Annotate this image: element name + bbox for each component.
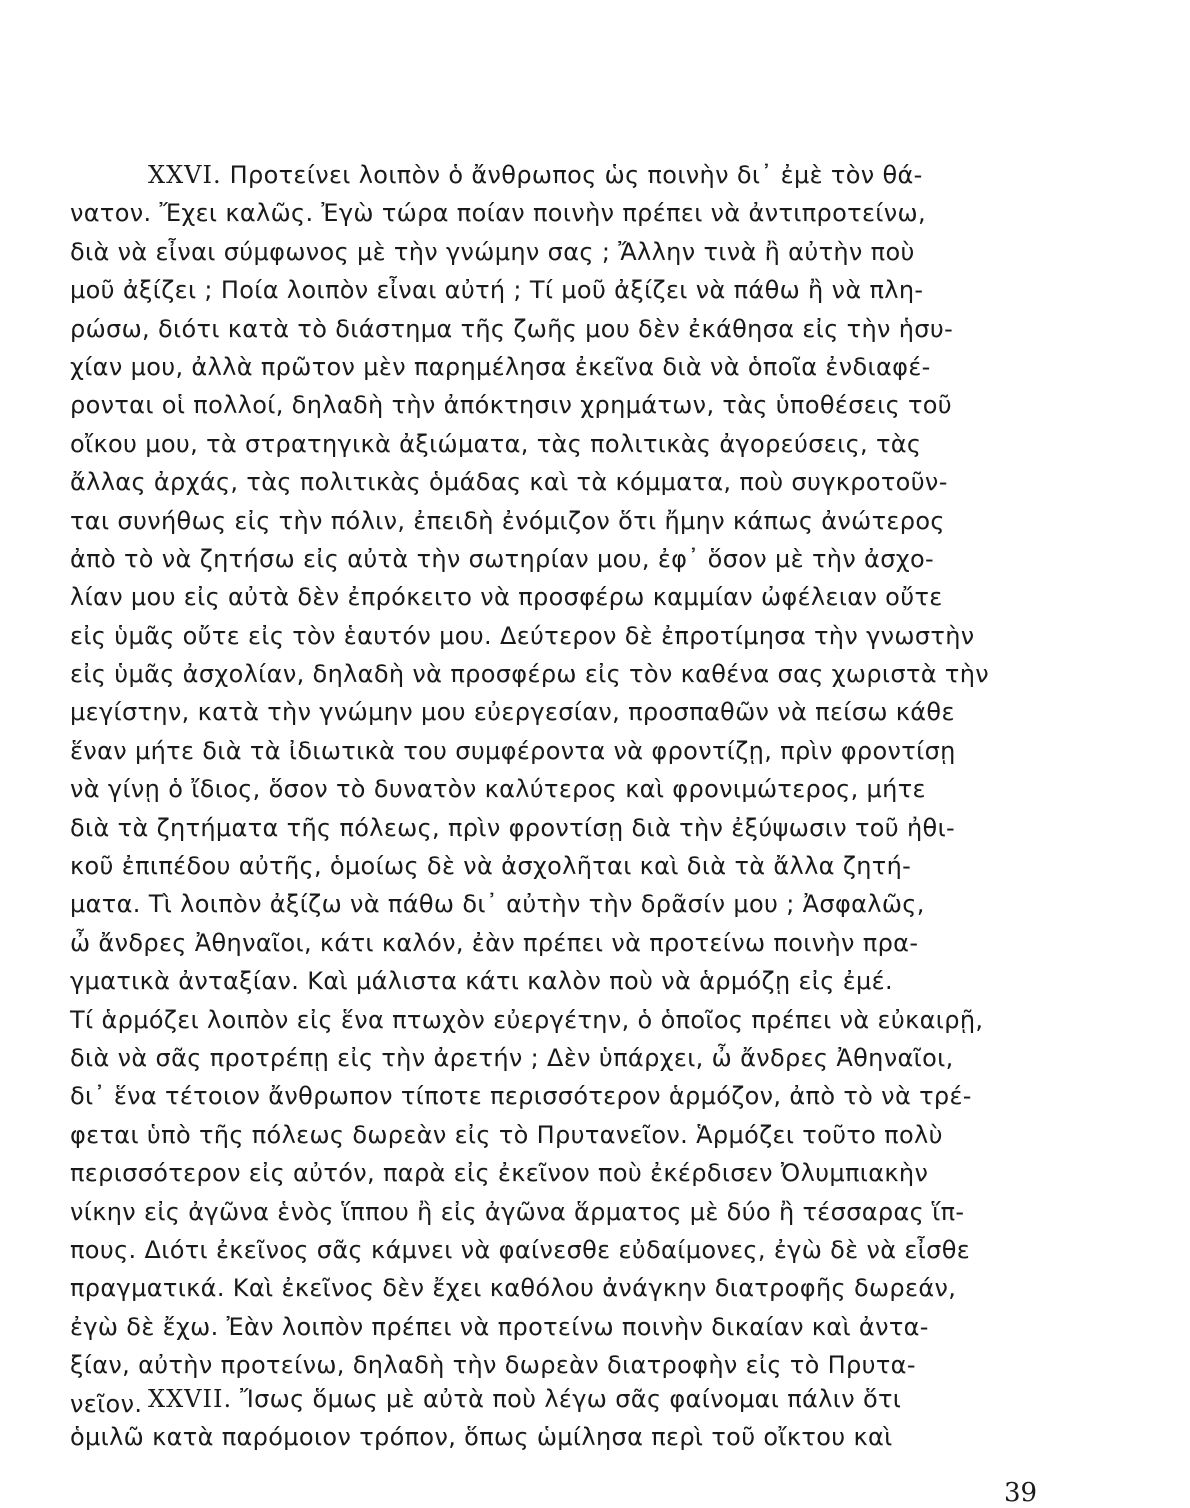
line-text: Προτείνει λοιπὸν ὁ ἄνθρωπος ὡς ποινὴν δι᾽ ἐμὲ τὸν θά- [221, 161, 923, 189]
text-line [70, 578, 1150, 616]
line-text: οἴκου μου, τὰ στρατηγικὰ ἀξιώματα, τὰς πολιτικὰς ἀγορεύσεις, τὰς [70, 429, 922, 458]
text-line [70, 962, 1150, 1000]
line-text: νὰ γίνῃ ὁ ἴδιος, ὅσον τὸ δυνατὸν καλύτερος καὶ φρονιμώτερος, μήτε [70, 775, 926, 804]
text-line [70, 271, 1150, 309]
line-text: εἰς ὑμᾶς οὔτε εἰς τὸν ἑαυτόν μου. Δεύτερον δὲ ἐπροτίμησα τὴν γνωστὴν [70, 621, 975, 650]
text-line [70, 386, 1150, 424]
text-line [70, 540, 1150, 578]
text-line [70, 233, 1150, 271]
line-text: ρώσω, διότι κατὰ τὸ διάστημα τῆς ζωῆς μου δὲν ἐκάθησα εἰς τὴν ἡσυ- [70, 314, 954, 343]
text-line [70, 348, 1150, 386]
text-line [70, 156, 1150, 194]
line-text: μοῦ ἀξίζει ; Ποία λοιπὸν εἶναι αὐτή ; Τί μοῦ ἀξίζει νὰ πάθω ἢ νὰ πλη- [70, 276, 924, 305]
text-line [70, 655, 1150, 693]
line-text: χίαν μου, ἀλλὰ πρῶτον μὲν παρημέλησα ἐκεῖνα διὰ νὰ ὁποῖα ἐνδιαφέ- [70, 352, 931, 381]
text-line [70, 463, 1150, 501]
line-text: ματα. Τὶ λοιπὸν ἀξίζω νὰ πάθω δι᾽ αὐτὴν τὴν δρᾶσίν μου ; Ἀσφαλῶς, [70, 890, 925, 919]
text-line [70, 502, 1150, 540]
text-line [70, 1269, 1150, 1307]
line-text: ται συνήθως εἰς τὴν πόλιν, ἐπειδὴ ἐνόμιζον ὅτι ἤμην κάπως ἀνώτερος [70, 506, 945, 535]
text-line [70, 1154, 1150, 1192]
text-line [70, 924, 1150, 962]
line-text: ἀπὸ τὸ νὰ ζητήσω εἰς αὐτὰ τὴν σωτηρίαν μου, ἐφ᾽ ὅσον μὲ τὴν ἀσχο- [70, 544, 935, 573]
line-text: νεῖον. [70, 1389, 143, 1418]
line-text: μεγίστην, κατὰ τὴν γνώμην μου εὐεργεσίαν, προσπαθῶν νὰ πείσω κάθε [70, 698, 955, 727]
line-text: νίκην εἰς ἀγῶνα ἑνὸς ἵππου ἢ εἰς ἀγῶνα ἅρματος μὲ δύο ἢ τέσσαρας ἵπ- [70, 1197, 965, 1226]
line-text: δι᾽ ἕνα τέτοιον ἄνθρωπον τίποτε περισσότερον ἁρμόζον, ἀπὸ τὸ νὰ τρέ- [70, 1082, 972, 1111]
section-xxvi [70, 156, 1150, 1423]
text-line [70, 1380, 1150, 1418]
text-line [70, 693, 1150, 731]
text-line [70, 1193, 1150, 1231]
text-line [70, 425, 1150, 463]
text-line [70, 732, 1150, 770]
text-line [70, 1039, 1150, 1077]
text-line [70, 617, 1150, 655]
text-line [70, 1308, 1150, 1346]
line-text: ξίαν, αὐτὴν προτείνω, δηλαδὴ τὴν δωρεὰν διατροφὴν εἰς τὸ Πρυτα- [70, 1351, 916, 1380]
text-line [70, 1077, 1150, 1115]
line-text: ἄλλας ἀρχάς, τὰς πολιτικὰς ὁμάδας καὶ τὰ κόμματα, ποὺ συγκροτοῦν- [70, 468, 948, 497]
text-line [70, 194, 1150, 232]
line-text: νατον. Ἔχει καλῶς. Ἐγὼ τώρα ποίαν ποινὴν πρέπει νὰ ἀντιπροτείνω, [70, 199, 926, 228]
line-text: Τί ἁρμόζει λοιπὸν εἰς ἕνα πτωχὸν εὐεργέτην, ὁ ὁποῖος πρέπει νὰ εὐκαιρῇ, [70, 1005, 984, 1034]
line-text: ἕναν μήτε διὰ τὰ ἰδιωτικὰ του συμφέροντα νὰ φροντίζῃ, πρὶν φροντίσῃ [70, 736, 956, 765]
page-number: 39 [1004, 1478, 1038, 1508]
text-line [70, 847, 1150, 885]
line-text: γματικὰ ἀνταξίαν. Καὶ μάλιστα κάτι καλὸν ποὺ νὰ ἁρμόζῃ εἰς ἐμέ. [70, 967, 893, 996]
line-text: πους. Διότι ἐκεῖνος σᾶς κάμνει νὰ φαίνεσθε εὐδαίμονες, ἐγὼ δὲ νὰ εἶσθε [70, 1235, 971, 1264]
text-line [70, 885, 1150, 923]
line-text: διὰ νὰ εἶναι σύμφωνος μὲ τὴν γνώμην σας ; Ἄλλην τινὰ ἢ αὐτὴν ποὺ [70, 237, 915, 266]
section-xxvii [70, 1380, 1150, 1457]
text-line [70, 310, 1150, 348]
text-line [70, 1116, 1150, 1154]
text-line [70, 1346, 1150, 1384]
section-number: XXVII. [148, 1385, 233, 1413]
section-number: XXVI. [148, 161, 222, 189]
line-text: λίαν μου εἰς αὐτὰ δὲν ἐπρόκειτο νὰ προσφέρω καμμίαν ὠφέλειαν οὔτε [70, 583, 943, 612]
text-line [70, 1231, 1150, 1269]
line-text: πραγματικά. Καὶ ἐκεῖνος δὲν ἔχει καθόλου ἀνάγκην διατροφῆς δωρεάν, [70, 1274, 957, 1303]
text-line [70, 1001, 1150, 1039]
line-text: κοῦ ἐπιπέδου αὐτῆς, ὁμοίως δὲ νὰ ἀσχολῆται καὶ διὰ τὰ ἄλλα ζητή- [70, 852, 912, 881]
line-text: περισσότερον εἰς αὐτόν, παρὰ εἰς ἐκεῖνον ποὺ ἐκέρδισεν Ὀλυμπιακὴν [70, 1159, 929, 1188]
line-text: Ἴσως ὅμως μὲ αὐτὰ ποὺ λέγω σᾶς φαίνομαι πάλιν ὅτι [232, 1385, 902, 1413]
line-text: διὰ νὰ σᾶς προτρέπῃ εἰς τὴν ἀρετήν ; Δὲν ὑπάρχει, ὦ ἄνδρες Ἀθηναῖοι, [70, 1043, 954, 1072]
line-text: ὁμιλῶ κατὰ παρόμοιον τρόπον, ὅπως ὡμίλησα περὶ τοῦ οἴκτου καὶ [70, 1423, 893, 1452]
line-text: ὦ ἄνδρες Ἀθηναῖοι, κάτι καλόν, ἐὰν πρέπει νὰ προτείνω ποινὴν πρα- [70, 928, 919, 957]
line-text: εἰς ὑμᾶς ἀσχολίαν, δηλαδὴ νὰ προσφέρω εἰς τὸν καθένα σας χωριστὰ τὴν [70, 660, 990, 689]
text-line [70, 1418, 1150, 1456]
line-text: ρονται οἱ πολλοί, δηλαδὴ τὴν ἀπόκτησιν χρημάτων, τὰς ὑποθέσεις τοῦ [70, 391, 953, 420]
line-text: διὰ τὰ ζητήματα τῆς πόλεως, πρὶν φροντίσῃ διὰ τὴν ἐξύψωσιν τοῦ ἠθι- [70, 813, 956, 842]
line-text: ἐγὼ δὲ ἔχω. Ἐὰν λοιπὸν πρέπει νὰ προτείνω ποινὴν δικαίαν καὶ ἀντα- [70, 1312, 929, 1341]
text-line [70, 809, 1150, 847]
line-text: φεται ὑπὸ τῆς πόλεως δωρεὰν εἰς τὸ Πρυτανεῖον. Ἁρμόζει τοῦτο πολὺ [70, 1120, 943, 1149]
text-line [70, 770, 1150, 808]
